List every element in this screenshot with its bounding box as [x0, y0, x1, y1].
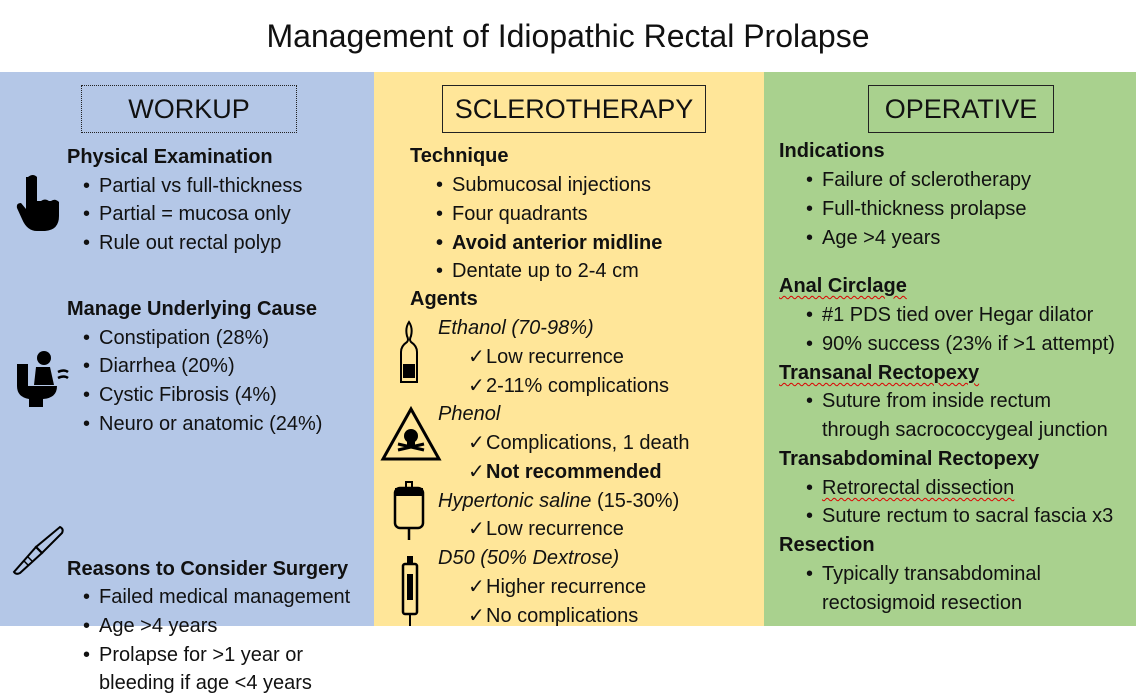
list-item: • Partial vs full-thickness: [83, 174, 302, 198]
list-item: • Age >4 years: [806, 226, 940, 250]
list-item-continuation: through sacrococcygeal junction: [822, 419, 1108, 441]
list-item: • Constipation (28%): [83, 326, 269, 350]
list-item: • Failure of sclerotherapy: [806, 168, 1031, 192]
physical-exam-heading: Physical Examination: [67, 146, 273, 168]
ampule-icon: [398, 320, 420, 386]
list-item: • Failed medical management: [83, 585, 350, 609]
agent-phenol: Phenol: [438, 403, 501, 425]
iv-bag-icon: [392, 480, 426, 542]
list-item: • Full-thickness prolapse: [806, 197, 1027, 221]
resection-heading: Resection: [779, 534, 875, 556]
list-item: • Retrorectal dissection: [806, 476, 1014, 500]
list-item: ✓ Higher recurrence: [468, 575, 646, 599]
technique-heading: Technique: [410, 145, 509, 167]
sclerotherapy-column: [374, 72, 764, 626]
page-title: Management of Idiopathic Rectal Prolapse: [266, 18, 870, 54]
agent-hypertonic-saline: Hypertonic saline (15-30%): [438, 490, 680, 512]
agent-d50: D50 (50% Dextrose): [438, 547, 620, 569]
workup-header: WORKUP: [81, 85, 297, 133]
list-item: • Age >4 years: [83, 614, 217, 638]
list-item: • Neuro or anatomic (24%): [83, 412, 322, 436]
list-item: • Avoid anterior midline: [436, 231, 662, 255]
list-item: ✓ No complications: [468, 604, 638, 628]
surgery-reasons-heading: Reasons to Consider Surgery: [67, 558, 349, 580]
agents-heading: Agents: [410, 288, 478, 310]
sclerotherapy-header: SCLEROTHERAPY: [442, 85, 706, 133]
list-item: • Suture rectum to sacral fascia x3: [806, 504, 1113, 528]
list-item: • Prolapse for >1 year or: [83, 643, 303, 667]
transanal-rectopexy-heading: Transanal Rectopexy: [779, 362, 980, 384]
toxic-warning-icon: [380, 406, 442, 462]
list-item: • Cystic Fibrosis (4%): [83, 383, 277, 407]
list-item: ✓ Low recurrence: [468, 345, 624, 369]
pointing-hand-icon: [14, 173, 64, 233]
scalpel-icon: [10, 523, 66, 575]
indications-heading: Indications: [779, 140, 885, 162]
list-item: ✓ Low recurrence: [468, 517, 624, 541]
list-item: • Partial = mucosa only: [83, 202, 291, 226]
list-item: • Four quadrants: [436, 202, 588, 226]
operative-column: [764, 72, 1136, 626]
list-item: • Diarrhea (20%): [83, 354, 235, 378]
operative-header: OPERATIVE: [868, 85, 1054, 133]
syringe-icon: [400, 556, 420, 626]
list-item-continuation: rectosigmoid resection: [822, 592, 1023, 614]
list-item-continuation: bleeding if age <4 years: [99, 672, 312, 694]
list-item: ✓ Not recommended: [468, 460, 662, 484]
list-item: • Dentate up to 2-4 cm: [436, 259, 639, 283]
anal-circlage-heading: Anal Circlage: [779, 275, 907, 297]
agent-ethanol: Ethanol (70-98%): [438, 317, 594, 339]
list-item: ✓ Complications, 1 death: [468, 431, 689, 455]
list-item: • Submucosal injections: [436, 173, 651, 197]
list-item: • Rule out rectal polyp: [83, 231, 281, 255]
list-item: • #1 PDS tied over Hegar dilator: [806, 303, 1093, 327]
workup-column: [0, 72, 374, 694]
list-item: • Typically transabdominal: [806, 562, 1041, 586]
list-item: • 90% success (23% if >1 attempt): [806, 332, 1115, 356]
transabdominal-rectopexy-heading: Transabdominal Rectopexy: [779, 448, 1040, 470]
manage-cause-heading: Manage Underlying Cause: [67, 298, 318, 320]
person-on-toilet-icon: [14, 350, 76, 408]
list-item: ✓ 2-11% complications: [468, 374, 669, 398]
list-item: • Suture from inside rectum: [806, 389, 1051, 413]
